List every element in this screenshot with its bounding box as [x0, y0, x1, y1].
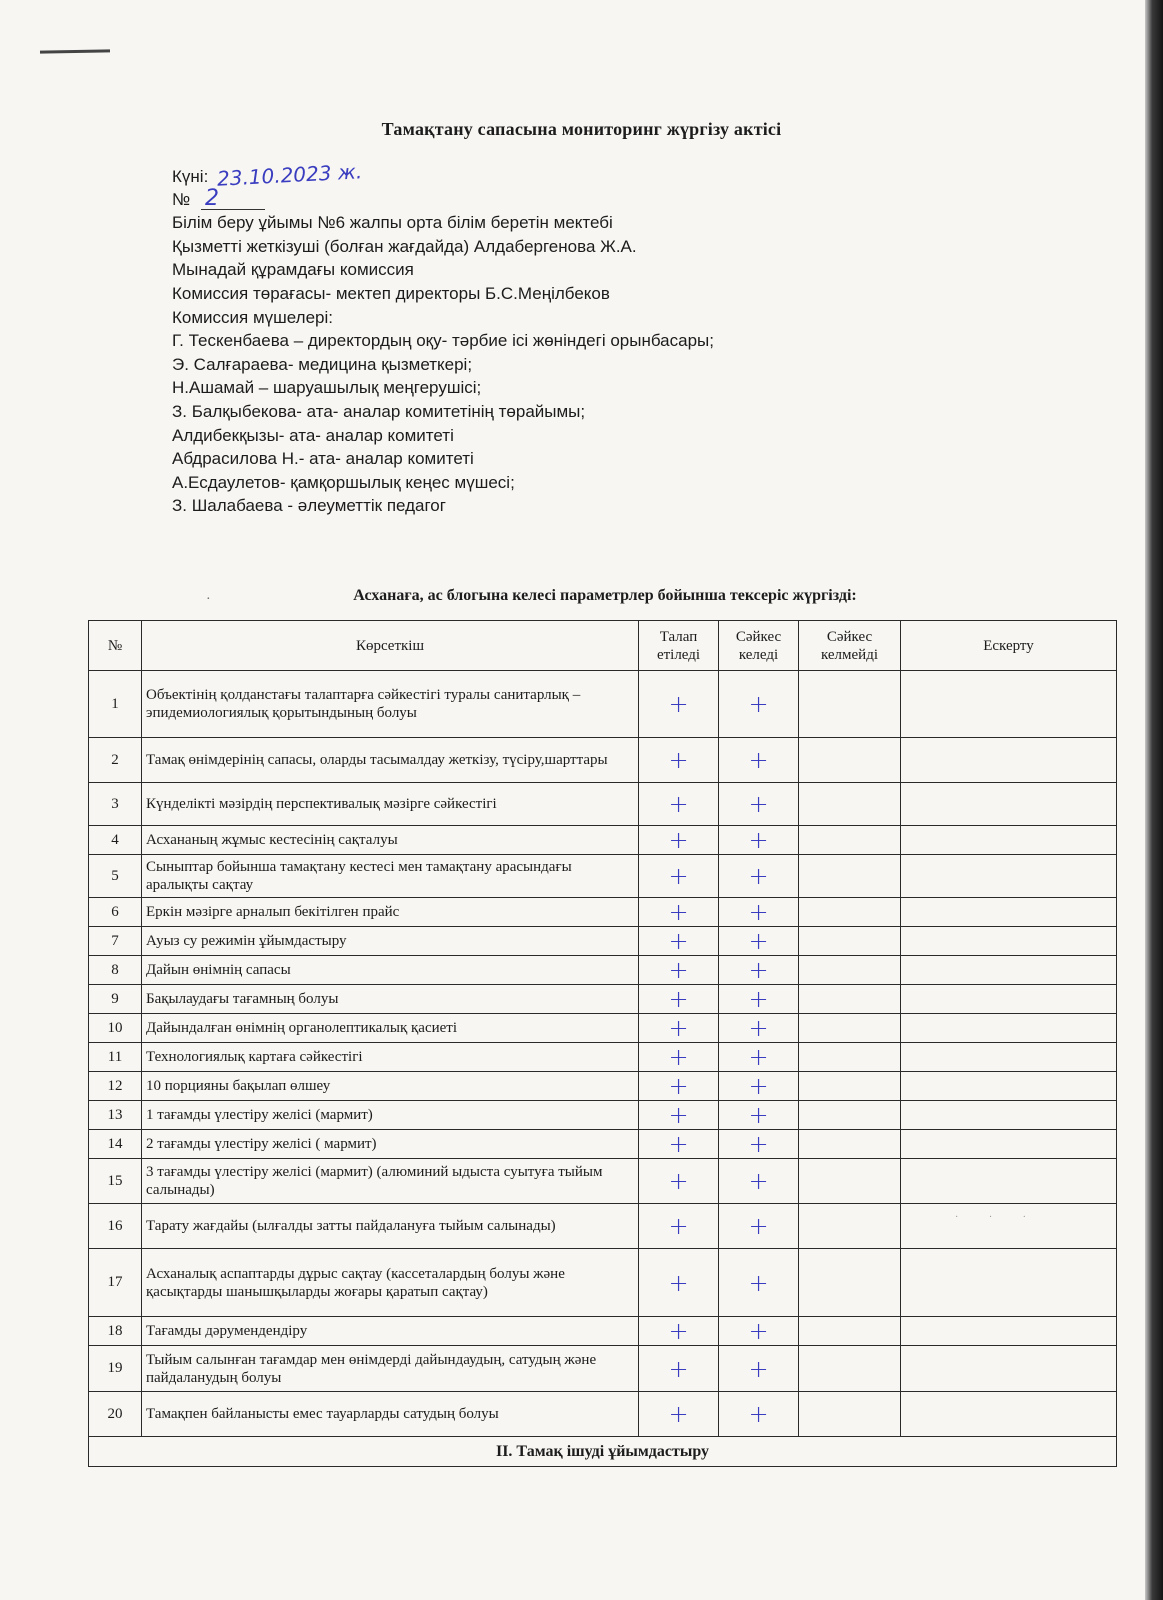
col-header-num: №: [89, 621, 142, 671]
date-handwritten: 23.10.2023 ж.: [216, 159, 363, 191]
table-row: [89, 826, 1117, 855]
table-row: [89, 738, 1117, 783]
row-indicator: Күнделікті мәзірдің перспективалық мәзірге сәйкестігі: [142, 783, 639, 826]
row-number: 8: [89, 956, 142, 985]
compliant-mark: +: [719, 1101, 799, 1130]
table-row: [89, 671, 1117, 738]
compliant-mark: +: [719, 956, 799, 985]
section-subtitle: Асханаға, ас блогына келесі параметрлер бойынша тексеріс жүргізді:: [353, 587, 857, 604]
note-cell: [901, 738, 1117, 783]
row-number: 14: [89, 1130, 142, 1159]
required-mark: +: [639, 671, 719, 738]
number-line: [172, 185, 972, 212]
required-mark: +: [639, 1159, 719, 1204]
row-indicator: Бақылаудағы тағамның болуы: [142, 985, 639, 1014]
noncompliant-cell: [799, 1249, 901, 1317]
table-row: [89, 985, 1117, 1014]
row-number: 10: [89, 1014, 142, 1043]
noncompliant-cell: [799, 855, 901, 898]
required-mark: +: [639, 738, 719, 783]
row-indicator: Дайындалған өнімнің органолептикалық қасиеті: [142, 1014, 639, 1043]
compliant-mark: +: [719, 826, 799, 855]
required-mark: +: [639, 1130, 719, 1159]
row-indicator: 2 тағамды үлестіру желісі ( мармит): [142, 1130, 639, 1159]
note-cell: [901, 1204, 1117, 1249]
row-indicator: Тарату жағдайы (ылғалды затты пайдалануға тыйым салынады): [142, 1204, 639, 1249]
compliant-mark: +: [719, 927, 799, 956]
table-row: [89, 927, 1117, 956]
compliant-mark: +: [719, 1317, 799, 1346]
row-number: 16: [89, 1204, 142, 1249]
commission-line: Мынадай құрамдағы комиссия: [172, 260, 414, 280]
row-number: 19: [89, 1346, 142, 1392]
table-row: [89, 1346, 1117, 1392]
compliant-mark: +: [719, 1159, 799, 1204]
note-cell: [901, 855, 1117, 898]
row-indicator: Асханалық аспаптарды дұрыс сақтау (кассеталардың болуы және қасықтарды шанышқыларды жоғары қаратып сақтау): [142, 1249, 639, 1317]
required-mark: +: [639, 1043, 719, 1072]
row-indicator: Дайын өнімнің сапасы: [142, 956, 639, 985]
note-cell: [901, 985, 1117, 1014]
note-cell: [901, 927, 1117, 956]
table-row: [89, 898, 1117, 927]
note-cell: [901, 1072, 1117, 1101]
noncompliant-cell: [799, 1072, 901, 1101]
row-indicator: 10 порцияны бақылап өлшеу: [142, 1072, 639, 1101]
noncompliant-cell: [799, 1014, 901, 1043]
row-indicator: 3 тағамды үлестіру желісі (мармит) (алюминий ыдыста суытуға тыйым салынады): [142, 1159, 639, 1204]
col-header-indicator: Көрсеткіш: [142, 621, 639, 671]
commission-line: Білім беру ұйымы №6 жалпы орта білім беретін мектебі: [172, 213, 613, 233]
note-cell: [901, 826, 1117, 855]
row-number: 2: [89, 738, 142, 783]
compliant-mark: +: [719, 1249, 799, 1317]
required-mark: +: [639, 1014, 719, 1043]
commission-lines: [172, 211, 972, 518]
row-indicator: Тамақпен байланысты емес тауарларды сатудың болуы: [142, 1392, 639, 1437]
table-row: [89, 1317, 1117, 1346]
note-cell: [901, 1014, 1117, 1043]
required-mark: +: [639, 855, 719, 898]
row-number: 11: [89, 1043, 142, 1072]
row-number: 17: [89, 1249, 142, 1317]
table-row: [89, 1249, 1117, 1317]
compliant-mark: +: [719, 1014, 799, 1043]
noncompliant-cell: [799, 826, 901, 855]
note-cell: [901, 1130, 1117, 1159]
note-cell: [901, 1101, 1117, 1130]
row-indicator: Технологиялық картаға сәйкестігі: [142, 1043, 639, 1072]
commission-line: Комиссия мүшелері:: [172, 307, 334, 327]
table-row: [89, 1072, 1117, 1101]
commission-line: Г. Тескенбаева – директордың оқу- тәрбие ісі жөніндегі орынбасары;: [172, 331, 714, 351]
noncompliant-cell: [799, 1130, 901, 1159]
note-cell: [901, 1043, 1117, 1072]
table-row: [89, 1043, 1117, 1072]
commission-line: Алдибекқызы- ата- аналар комитеті: [172, 425, 454, 445]
noncompliant-cell: [799, 738, 901, 783]
row-number: 9: [89, 985, 142, 1014]
noncompliant-cell: [799, 956, 901, 985]
noncompliant-cell: [799, 1101, 901, 1130]
required-mark: +: [639, 985, 719, 1014]
note-cell: [901, 1317, 1117, 1346]
noncompliant-cell: [799, 1204, 901, 1249]
noncompliant-cell: [799, 671, 901, 738]
compliant-mark: +: [719, 1392, 799, 1437]
scan-edge-shadow: [1145, 0, 1163, 1600]
compliant-mark: +: [719, 1072, 799, 1101]
row-indicator: Объектінің қолданстағы талаптарға сәйкестігі туралы санитарлық – эпидемиологиялық қорытындының болуы: [142, 671, 639, 738]
noncompliant-cell: [799, 985, 901, 1014]
compliant-mark: +: [719, 671, 799, 738]
commission-line: А.Есдаулетов- қамқоршылық кеңес мүшесі;: [172, 472, 515, 492]
stray-dot: ·: [206, 592, 211, 607]
section-heading: II. Тамақ ішуді ұйымдастыру: [89, 1437, 1117, 1467]
compliant-mark: +: [719, 1043, 799, 1072]
header-block: [172, 159, 972, 518]
compliant-mark: +: [719, 738, 799, 783]
compliant-mark: +: [719, 783, 799, 826]
inspection-table: [88, 620, 1117, 1467]
row-number: 5: [89, 855, 142, 898]
table-row: [89, 1204, 1117, 1249]
table-header-row: [89, 621, 1117, 671]
col-header-compliant: Сәйкес келеді: [719, 621, 799, 671]
row-indicator: Ауыз су режимін ұйымдастыру: [142, 927, 639, 956]
row-indicator: Тағамды дәрумендендіру: [142, 1317, 639, 1346]
compliant-mark: +: [719, 1346, 799, 1392]
required-mark: +: [639, 1072, 719, 1101]
noncompliant-cell: [799, 927, 901, 956]
note-cell: [901, 1249, 1117, 1317]
commission-line: Э. Салғараева- медицина қызметкері;: [172, 354, 473, 374]
required-mark: +: [639, 1346, 719, 1392]
required-mark: +: [639, 898, 719, 927]
required-mark: +: [639, 1392, 719, 1437]
row-indicator: Тыйым салынған тағамдар мен өнімдерді дайындаудың, сатудың және пайдаланудың болуы: [142, 1346, 639, 1392]
noncompliant-cell: [799, 1317, 901, 1346]
row-number: 20: [89, 1392, 142, 1437]
note-cell: [901, 1346, 1117, 1392]
table-row: [89, 1130, 1117, 1159]
table-row: [89, 1392, 1117, 1437]
noncompliant-cell: [799, 1392, 901, 1437]
row-number: 7: [89, 927, 142, 956]
noncompliant-cell: [799, 1043, 901, 1072]
required-mark: +: [639, 1249, 719, 1317]
note-cell: [901, 1159, 1117, 1204]
date-line: [172, 159, 972, 191]
required-mark: +: [639, 1101, 719, 1130]
section-row: [89, 1437, 1117, 1467]
note-cell: [901, 1392, 1117, 1437]
commission-line: Комиссия төрағасы- мектеп директоры Б.С.Меңілбеков: [172, 283, 610, 303]
number-handwritten: 2: [201, 189, 265, 210]
note-cell: [901, 671, 1117, 738]
required-mark: +: [639, 826, 719, 855]
commission-line: Н.Ашамай – шаруашылық меңгерушісі;: [172, 378, 482, 398]
row-number: 12: [89, 1072, 142, 1101]
row-indicator: 1 тағамды үлестіру желісі (мармит): [142, 1101, 639, 1130]
note-cell: [901, 956, 1117, 985]
commission-line: Қызметті жеткізуші (болған жағдайда) Алдабергенова Ж.А.: [172, 236, 637, 256]
scan-specks: · · ·: [955, 1212, 1040, 1223]
pen-mark: [40, 49, 110, 53]
table-row: [89, 1159, 1117, 1204]
row-number: 4: [89, 826, 142, 855]
commission-line: З. Шалабаева - әлеуметтік педагог: [172, 496, 446, 516]
row-indicator: Асхананың жұмыс кестесінің сақталуы: [142, 826, 639, 855]
required-mark: +: [639, 1204, 719, 1249]
row-number: 3: [89, 783, 142, 826]
number-label: №: [172, 189, 191, 209]
compliant-mark: +: [719, 985, 799, 1014]
required-mark: +: [639, 783, 719, 826]
document-title: Тамақтану сапасына мониторинг жүргізу актісі: [381, 119, 782, 139]
table-row: [89, 855, 1117, 898]
row-indicator: Еркін мәзірге арналып бекітілген прайс: [142, 898, 639, 927]
noncompliant-cell: [799, 1159, 901, 1204]
required-mark: +: [639, 927, 719, 956]
compliant-mark: +: [719, 855, 799, 898]
date-label: Күні:: [172, 167, 209, 186]
table-row: [89, 783, 1117, 826]
note-cell: [901, 783, 1117, 826]
row-number: 18: [89, 1317, 142, 1346]
row-indicator: Тамақ өнімдерінің сапасы, оларды тасымалдау жеткізу, түсіру,шарттары: [142, 738, 639, 783]
commission-line: З. Балқыбекова- ата- аналар комитетінің төрайымы;: [172, 401, 586, 421]
required-mark: +: [639, 956, 719, 985]
row-number: 1: [89, 671, 142, 738]
row-number: 13: [89, 1101, 142, 1130]
table-row: [89, 1101, 1117, 1130]
noncompliant-cell: [799, 1346, 901, 1392]
col-header-note: Ескерту: [901, 621, 1117, 671]
compliant-mark: +: [719, 898, 799, 927]
note-cell: [901, 898, 1117, 927]
row-number: 6: [89, 898, 142, 927]
commission-line: Абдрасилова Н.- ата- аналар комитеті: [172, 449, 474, 469]
table-row: [89, 1014, 1117, 1043]
compliant-mark: +: [719, 1204, 799, 1249]
row-indicator: Сыныптар бойынша тамақтану кестесі мен тамақтану арасындағы аралықты сақтау: [142, 855, 639, 898]
row-number: 15: [89, 1159, 142, 1204]
table-row: [89, 956, 1117, 985]
noncompliant-cell: [799, 898, 901, 927]
required-mark: +: [639, 1317, 719, 1346]
col-header-noncompliant: Сәйкес келмейді: [799, 621, 901, 671]
col-header-required: Талап етіледі: [639, 621, 719, 671]
noncompliant-cell: [799, 783, 901, 826]
compliant-mark: +: [719, 1130, 799, 1159]
table-body: [89, 671, 1117, 1467]
